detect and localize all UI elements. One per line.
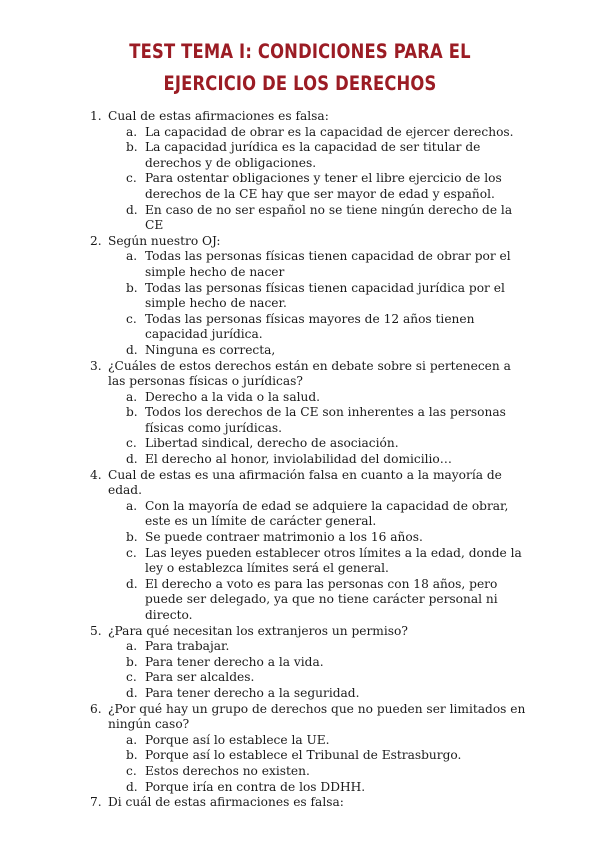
option-text: Libertad sindical, derecho de asociación. — [145, 436, 399, 451]
option-text: Derecho a la vida o la salud. — [145, 389, 321, 404]
answer-option — [0, 405, 600, 436]
option-text: Todas las personas físicas mayores de 12 años tienen capacidad jurídica. — [145, 311, 475, 342]
answer-option — [0, 686, 600, 702]
question-list — [0, 109, 600, 811]
option-text: La capacidad jurídica es la capacidad de ser titular de derechos y de obligaciones. — [145, 140, 481, 170]
answer-option — [0, 748, 600, 764]
option-letter: c. — [126, 545, 137, 560]
option-text: Porque así lo establece el Tribunal de Estrasburgo. — [145, 748, 462, 763]
answer-option — [0, 312, 600, 343]
answer-option — [0, 390, 600, 406]
option-text: Se puede contraer matrimonio a los 16 años. — [145, 530, 423, 545]
option-text: Para ostentar obligaciones y tener el libre ejercicio de los derechos de la CE hay que ser mayor de edad y español. — [145, 171, 502, 201]
answer-option — [0, 530, 600, 546]
option-text: Ninguna es correcta, — [145, 342, 276, 357]
answer-option — [0, 281, 600, 312]
question-item — [0, 468, 600, 624]
option-letter: a. — [126, 124, 138, 139]
question-number: 2. — [90, 233, 102, 248]
answer-option — [0, 343, 600, 359]
answer-option — [0, 171, 600, 202]
question-item — [0, 359, 600, 468]
answer-option — [0, 639, 600, 655]
question-number: 4. — [90, 467, 102, 482]
option-text: Porque así lo establece la UE. — [145, 732, 330, 747]
option-letter: b. — [126, 280, 138, 295]
option-letter: b. — [126, 654, 138, 669]
option-text: La capacidad de obrar es la capacidad de ejercer derechos. — [145, 124, 514, 139]
option-text: Todas las personas físicas tienen capacidad de obrar por el simple hecho de nacer — [145, 249, 511, 279]
option-letter: d. — [126, 452, 138, 467]
option-letter: c. — [126, 670, 137, 685]
option-letter: c. — [126, 763, 137, 778]
option-text: Las leyes pueden establecer otros límites a la edad, donde la ley o establezca límites será el general. — [145, 545, 522, 576]
question-number: 1. — [90, 109, 102, 123]
question-number: 3. — [90, 358, 102, 373]
option-letter: a. — [126, 498, 138, 513]
option-list — [0, 639, 600, 701]
option-text: Porque iría en contra de los DDHH. — [145, 779, 366, 794]
answer-option — [0, 546, 600, 577]
document-title: TEST TEMA I: CONDICIONES PARA EL EJERCICIO DE LOS DERECHOS — [129, 40, 471, 95]
option-letter: a. — [126, 732, 138, 747]
answer-option — [0, 140, 600, 171]
option-letter: c. — [126, 436, 137, 451]
option-letter: a. — [126, 389, 138, 404]
question-text: ¿Para qué necesitan los extranjeros un permiso? — [108, 623, 408, 638]
option-text: Para tener derecho a la seguridad. — [145, 685, 360, 700]
option-text: Todos los derechos de la CE son inherentes a las personas físicas como jurídicas. — [145, 405, 506, 435]
answer-option — [0, 436, 600, 452]
answer-option — [0, 733, 600, 749]
option-letter: d. — [126, 779, 138, 794]
answer-option — [0, 780, 600, 796]
option-text: Para ser alcaldes. — [145, 670, 255, 685]
answer-option — [0, 764, 600, 780]
question-number: 6. — [90, 701, 102, 716]
option-letter: c. — [126, 171, 137, 186]
option-text: Estos derechos no existen. — [145, 763, 310, 778]
question-item — [0, 702, 600, 796]
question-item — [0, 795, 600, 811]
question-number: 7. — [90, 795, 102, 810]
option-letter: d. — [126, 202, 138, 217]
option-list — [0, 125, 600, 234]
question-text: ¿Cuáles de estos derechos están en debate sobre si pertenecen a las personas físicas o jurídicas? — [108, 358, 511, 389]
option-list — [0, 499, 600, 624]
answer-option — [0, 655, 600, 671]
option-letter: d. — [126, 342, 138, 357]
option-letter: d. — [126, 685, 138, 700]
answer-option — [0, 670, 600, 686]
question-item — [0, 234, 600, 359]
question-text: Cual de estas es una afirmación falsa en cuanto a la mayoría de edad. — [108, 467, 502, 498]
option-text: En caso de no ser español no se tiene ningún derecho de la CE — [145, 202, 513, 233]
answer-option — [0, 125, 600, 141]
option-list — [0, 390, 600, 468]
option-text: Para tener derecho a la vida. — [145, 654, 324, 669]
question-text: Según nuestro OJ: — [108, 233, 221, 248]
answer-option — [0, 249, 600, 280]
option-list — [0, 249, 600, 358]
option-letter: a. — [126, 249, 138, 264]
option-letter: b. — [126, 748, 138, 763]
option-letter: b. — [126, 530, 138, 545]
option-letter: d. — [126, 576, 138, 591]
option-text: Para trabajar. — [145, 639, 230, 654]
answer-option — [0, 499, 600, 530]
option-letter: b. — [126, 140, 138, 155]
answer-option — [0, 452, 600, 468]
option-text: Todas las personas físicas tienen capacidad jurídica por el simple hecho de nacer. — [145, 280, 505, 311]
option-letter: a. — [126, 639, 138, 654]
question-text: ¿Por qué hay un grupo de derechos que no pueden ser limitados en ningún caso? — [108, 701, 526, 732]
question-text: Di cuál de estas afirmaciones es falsa: — [108, 795, 344, 810]
answer-option — [0, 577, 600, 624]
answer-option — [0, 203, 600, 234]
option-letter: c. — [126, 311, 137, 326]
question-text: Cual de estas afirmaciones es falsa: — [108, 109, 329, 123]
option-text: Con la mayoría de edad se adquiere la capacidad de obrar, este es un límite de carácter general. — [145, 498, 509, 529]
question-number: 5. — [90, 623, 102, 638]
option-text: El derecho a voto es para las personas con 18 años, pero puede ser delegado, ya que no tiene carácter personal ni directo. — [145, 576, 498, 622]
option-text: El derecho al honor, inviolabilidad del domicilio… — [145, 452, 452, 467]
question-item — [0, 109, 600, 234]
option-letter: b. — [126, 405, 138, 420]
option-list — [0, 733, 600, 795]
question-item — [0, 624, 600, 702]
